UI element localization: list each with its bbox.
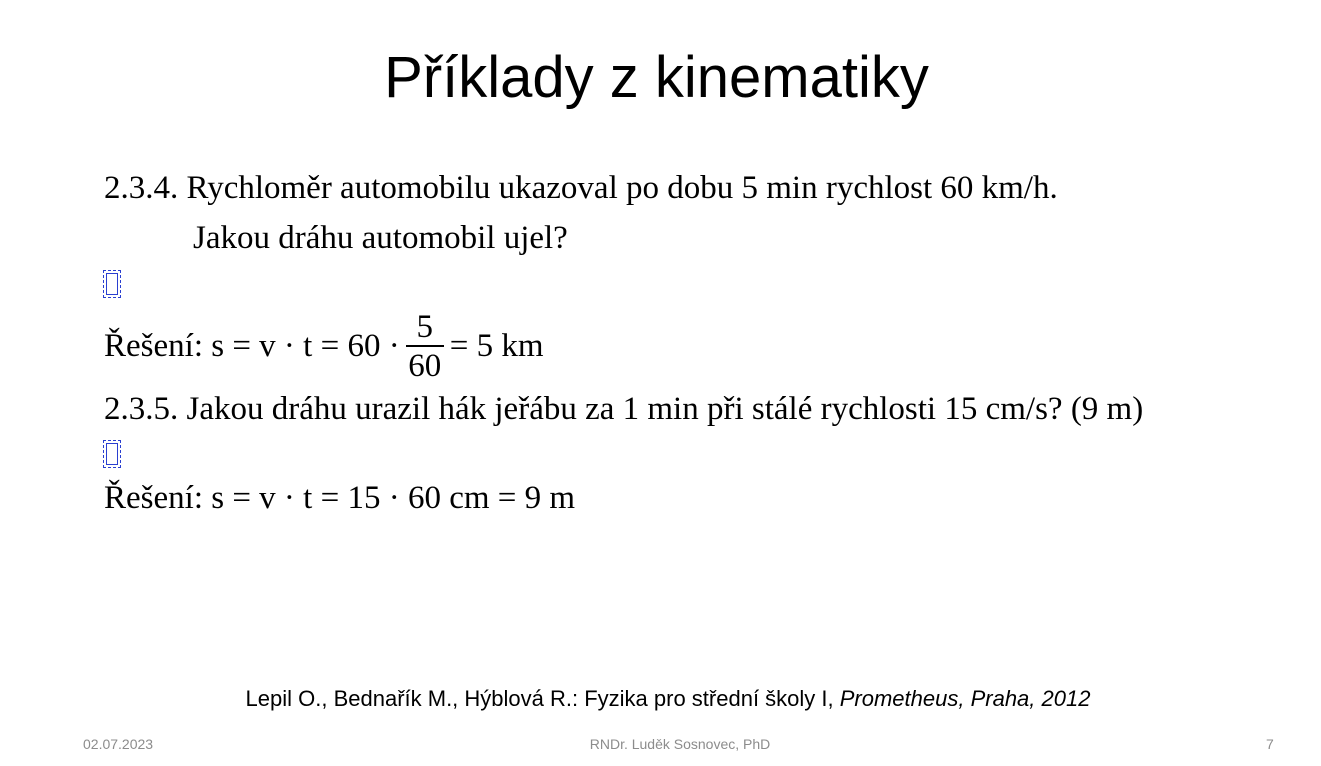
slide-title: Příklady z kinematiky (384, 45, 929, 110)
citation-authors: Lepil O., Bednařík M., Hýblová R.: Fyzika pro střední školy I, (245, 686, 840, 711)
problem-1-solution (104, 310, 543, 383)
fraction (406, 310, 444, 383)
problem-2-solution: Řešení: s = v · t = 15 · 60 cm = 9 m (104, 480, 576, 516)
problem-2-statement: 2.3.5. Jakou dráhu urazil hák jeřábu za 1 min při stálé rychlosti 15 cm/s? (9 m) (104, 391, 1144, 427)
citation-publisher: Prometheus, Praha, 2012 (839, 686, 1091, 711)
problem-1-solution-prefix: Řešení: s = v · t = 60 · (104, 328, 400, 364)
fraction-denominator: 60 (408, 348, 442, 384)
fraction-bar (406, 345, 444, 347)
footer-page-number: 7 (1266, 736, 1274, 752)
footer-author: RNDr. Luděk Sosnovec, PhD (589, 736, 771, 752)
problem-1-statement-line-2: Jakou dráhu automobil ujel? (193, 220, 568, 256)
problem-1-statement-line-1: 2.3.4. Rychloměr automobilu ukazoval po dobu 5 min rychlost 60 km/h. (104, 170, 1058, 206)
problem-1-solution-suffix: = 5 km (449, 328, 544, 364)
fraction-numerator: 5 (416, 309, 433, 345)
footer-date: 02.07.2023 (83, 736, 154, 752)
object-placeholder-icon (103, 270, 121, 298)
object-placeholder-icon (103, 440, 121, 468)
citation (0, 684, 1321, 714)
